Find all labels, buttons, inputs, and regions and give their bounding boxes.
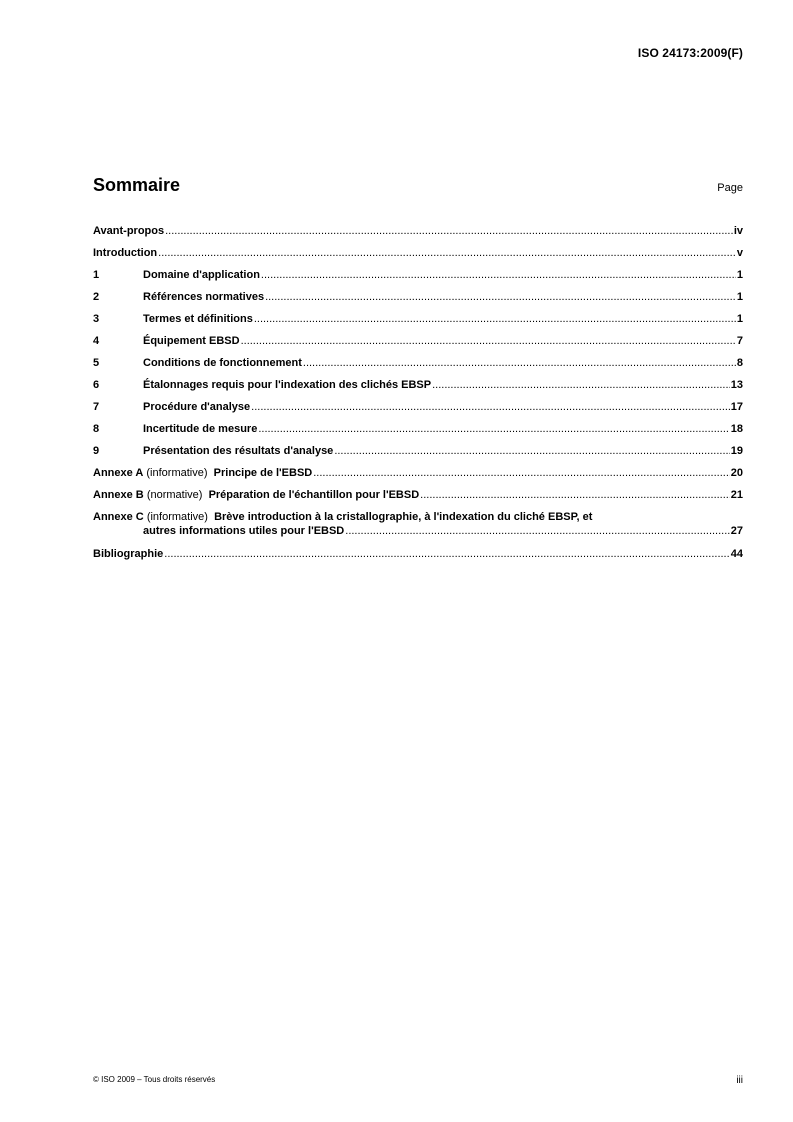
copyright-notice: © ISO 2009 – Tous droits réservés [93, 1075, 216, 1084]
leader-dots [345, 524, 729, 539]
toc-entry-page: iv [733, 225, 743, 237]
leader-dots [420, 488, 730, 503]
annex-kind: (informative) [146, 511, 208, 523]
toc-entry-annexe-b[interactable] [93, 488, 743, 510]
toc-entry-label: Conditions de fonctionnement [143, 357, 302, 369]
page-footer [93, 1075, 743, 1086]
toc-entry-number: 7 [93, 401, 100, 413]
annex-kind: (informative) [146, 467, 208, 479]
annex-title: Préparation de l'échantillon pour l'EBSD [208, 489, 420, 501]
toc-title-row [93, 175, 743, 196]
toc-entry-label: Termes et définitions [143, 313, 253, 325]
page-title: Sommaire [93, 175, 181, 195]
toc-entry-page: v [736, 247, 743, 259]
toc-entry-page: 44 [730, 548, 743, 560]
toc-entry-number: 8 [93, 423, 100, 435]
toc-entry-label: Avant-propos [93, 225, 165, 237]
annex-title: Principe de l'EBSD [213, 467, 313, 479]
toc-entry-2[interactable] [93, 290, 743, 312]
toc-entry-page: 1 [736, 291, 743, 303]
leader-dots [313, 466, 730, 481]
toc-entry-page: 21 [730, 489, 743, 501]
leader-dots [258, 422, 729, 437]
toc-entry-page: 13 [730, 379, 743, 391]
annex-title-line2: autres informations utiles pour l'EBSD [143, 525, 345, 537]
toc-entry-9[interactable] [93, 444, 743, 466]
toc-entry-number: 3 [93, 313, 100, 325]
toc-entry-label: Domaine d'application [143, 269, 260, 281]
toc-entry-number: 2 [93, 291, 100, 303]
page-number: iii [736, 1075, 743, 1086]
toc-entry-number: 1 [93, 269, 100, 281]
toc-entry-number: 5 [93, 357, 100, 369]
leader-dots [158, 246, 736, 261]
toc-entry-6[interactable] [93, 378, 743, 400]
toc-entry-label: Introduction [93, 247, 158, 259]
toc-entry-page: 27 [730, 525, 743, 537]
toc-entry-bibliographie[interactable] [93, 547, 743, 569]
toc-entry-number: 9 [93, 445, 100, 457]
toc-entry-label: Procédure d'analyse [143, 401, 251, 413]
leader-dots [241, 334, 736, 349]
toc-entry-page: 8 [736, 357, 743, 369]
page-column-label: Page [717, 182, 743, 194]
toc-entry-avant-propos[interactable] [93, 224, 743, 246]
toc-entry-label: Étalonnages requis pour l'indexation des clichés EBSP [143, 379, 432, 391]
toc-entry-4[interactable] [93, 334, 743, 356]
toc-entry-page: 1 [736, 269, 743, 281]
toc-entry-annexe-c[interactable] [93, 510, 743, 547]
toc-entry-7[interactable] [93, 400, 743, 422]
toc-entry-label: Bibliographie [93, 548, 164, 560]
leader-dots [265, 290, 736, 305]
toc-entry-page: 7 [736, 335, 743, 347]
document-id: ISO 24173:2009(F) [637, 46, 743, 60]
leader-dots [165, 224, 733, 239]
leader-dots [251, 400, 730, 415]
toc-entry-page: 20 [730, 467, 743, 479]
leader-dots [254, 312, 736, 327]
annex-first-line [93, 510, 592, 525]
annex-title-line1: Brève introduction à la cristallographie, à l'indexation du cliché EBSP, et [214, 511, 593, 523]
toc-entry-page: 19 [730, 445, 743, 457]
toc-entry-3[interactable] [93, 312, 743, 334]
toc-entry-5[interactable] [93, 356, 743, 378]
toc-entry-annexe-a[interactable] [93, 466, 743, 488]
toc-entry-1[interactable] [93, 268, 743, 290]
leader-dots [334, 444, 729, 459]
toc-entry-introduction[interactable] [93, 246, 743, 268]
annex-prefix: Annexe B [93, 489, 144, 501]
leader-dots [164, 547, 729, 562]
toc-entry-page: 17 [730, 401, 743, 413]
annex-prefix: Annexe C [93, 511, 144, 523]
annex-kind: (normative) [146, 489, 203, 501]
leader-dots [303, 356, 736, 371]
leader-dots [261, 268, 736, 283]
toc-entry-page: 1 [736, 313, 743, 325]
toc-entry-label: Équipement EBSD [143, 335, 240, 347]
toc-entry-label: Incertitude de mesure [143, 423, 258, 435]
toc-entry-number: 4 [93, 335, 100, 347]
toc-entry-label: Références normatives [143, 291, 265, 303]
leader-dots [432, 378, 730, 393]
toc-entry-number: 6 [93, 379, 100, 391]
annex-prefix: Annexe A [93, 467, 144, 479]
table-of-contents [93, 224, 743, 569]
toc-entry-page: 18 [730, 423, 743, 435]
toc-entry-8[interactable] [93, 422, 743, 444]
toc-entry-label: Présentation des résultats d'analyse [143, 445, 334, 457]
